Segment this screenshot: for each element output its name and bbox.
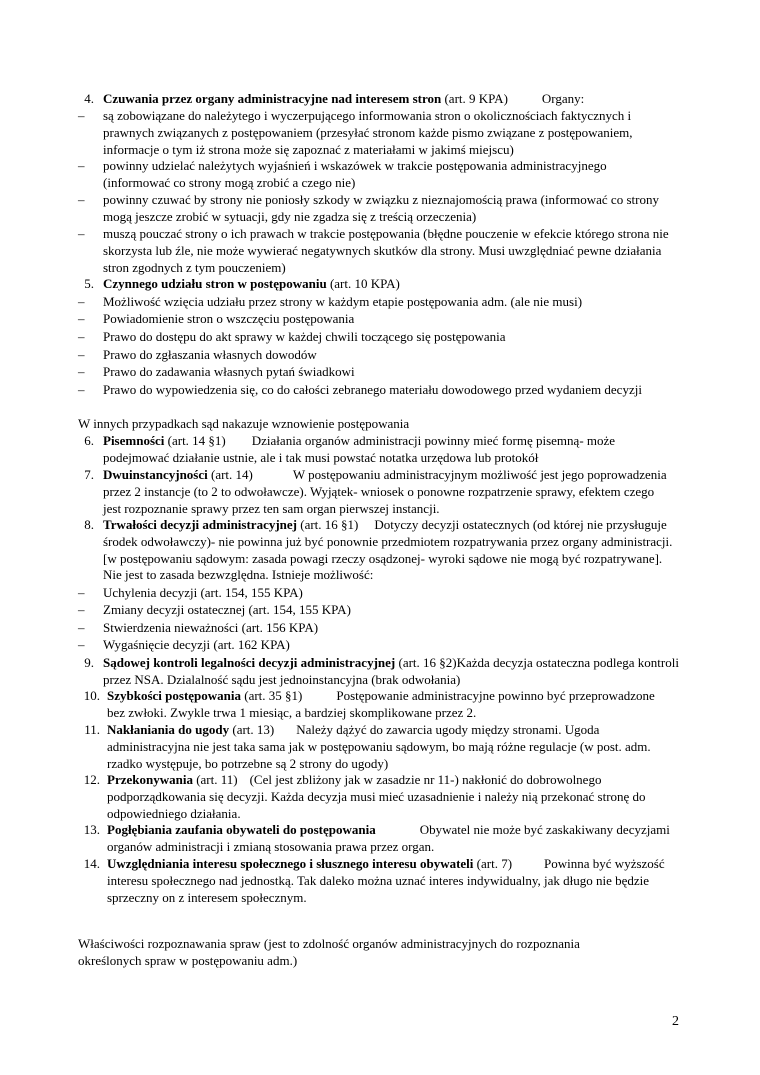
article-ref: (art. 16 §1)	[297, 517, 359, 532]
dash-bullet: –	[78, 364, 85, 379]
principle-title: Dwuinstancyjności	[103, 467, 208, 482]
principle-description: Każda decyzja ostateczna podlega kontroli przez NSA. Dzialalność sądu jest jednoinstancyjna (brak odwołania)	[103, 655, 679, 687]
article-ref: (art. 16 §2)	[395, 655, 457, 670]
dash-bullet: –	[78, 602, 85, 617]
item-number: 5.	[84, 276, 94, 291]
principle-description: Działania organów administracji powinny mieć formę pisemną- może podejmować działanie ustnie, ale i tak musi powstać notatka urzędowa lub protokół	[103, 433, 616, 465]
item-number: 12.	[83, 772, 100, 787]
dash-bullet: –	[78, 620, 85, 635]
principle-title: Przekonywania	[107, 772, 193, 787]
principle-description: Obywatel nie może być zaskakiwany decyzjami organów administracji i zmianą stosowania prawa przez organ.	[107, 822, 670, 854]
principle-description: Dotyczy decyzji ostatecznych (od której nie przysługuje środek odwoławczy)- nie powinna już być ponownie przedmiotem rozpatrywania przez organy administracji. [w postępowaniu sądowym: zasada powagi rzeczy osądzonej- wyroki sądowe nie mogą być rozpatrywane]. Nie jest to zasada bezwzględna. Istnieje możliwość:	[103, 517, 673, 583]
principle-description: Organy:	[541, 91, 585, 106]
principle-title: Pogłębiania zaufania obywateli do postępowania	[107, 822, 376, 837]
principle-title: Czynnego udziału stron w postępowaniu	[103, 276, 327, 291]
principle-title: Uwzględniania interesu społecznego i słusznego interesu obywateli	[107, 856, 474, 871]
item-number: 7.	[84, 467, 94, 482]
item-number: 14.	[83, 856, 100, 871]
item-number: 11.	[84, 722, 100, 737]
principle-description: Powinna być wyższość interesu społecznego nad jednostką. Tak daleko można uznać interes indywidualny, jak długo nie będzie sprzeczny on z interesem społecznym.	[107, 856, 665, 905]
document-page: 4. Czuwania przez organy administracyjne nad interesem stron (art. 9 KPA) Organy: – są zobowiązane do należytego i wyczerpującego informowania stron o okolicznościach faktycznych i prawnych związanych z postępowaniem (przesyłać stronom każde pismo związane z postępowaniem, informacje o tym iż strona może się zapoznać z materiałami w jakimś miejscu) – powinny udzielać należytych wyjaśnień i wskazówek w trakcie postępowania administracyjnego (informować co strony mogą zrobić a czego nie) – powinny czuwać by strony nie poniosły szkody w związku z nieznajomością prawa (informować co strony mogą jeszcze zrobić w sytuacji, gdy nie zgadza się z treścią orzeczenia) – muszą pouczać strony o ich prawach w trakcie postępowania (błędne pouczenie w efekcie którego strona nie skorzysta lub źle, nie może wywierać negatywnych skutków dla strony. Musi uwzględniać pewne działania stron zgodnych z tym pouczeniem) 5. Czynnego udziału stron w postępowaniu (art. 10 KPA) – Możliwość wzięcia udziału przez strony w każdym etapie postępowania adm. (ale nie musi) – Powiadomienie stron o wszczęciu postępowania – Prawo do dostępu do akt sprawy w każdej chwili toczącego się postępowania – Prawo do zgłaszania własnych dowodów – Prawo do zadawania własnych pytań świadkowi – Prawo do wypowiedzenia się, co do całości zebranego materiału dowodowego przed wydaniem decyzji W innych przypadkach sąd nakazuje wznowienie postępowania 6. Pisemności (art. 14 §1) Działania organów administracji powinny mieć formę pisemną- może podejmować działanie ustnie, ale i tak musi powstać notatka urzędowa lub protokół 7. Dwuinstancyjności (art. 14) W postępowaniu administracyjnym możliwość jest jego poprowadzenia przez 2 instancje (to 2 to odwoławcze). Wyjątek- wniosek o ponowne rozpatrzenie sprawy, efektem czego jest rozpoznanie sprawy przez ten sam organ pierwszej instancji. 8. Trwałości decyzji administracyjnej (art. 16 §1) Dotyczy decyzji ostatecznych (od której nie przysługuje środek odwoławczy)- nie powinna już być ponownie przedmiotem rozpatrywania przez organy administracji. [w postępowaniu sądowym: zasada powagi rzeczy osądzonej- wyroki sądowe nie mogą być rozpatrywane]. Nie jest to zasada bezwzględna. Istnieje możliwość: – Uchylenia decyzji (art. 154, 155 KPA) – Zmiany decyzji ostatecznej (art. 154, 155 KPA) – Stwierdzenia nieważności (art. 156 KPA) – Wygaśnięcie decyzji (art. 162 KPA) 9. Sądowej kontroli legalności decyzji administracyjnej (art. 16 §2)Każda decyzja ostateczna podlega kontroli przez NSA. Dzialalność sądu jest jednoinstancyjna (brak odwołania) 10. Szybkości postępowania (art. 35 §1) Postępowanie administracyjne powinno być przeprowadzone bez zwłoki. Zwykle trwa 1 miesiąc, a bardziej skomplikowane przez 2. 11. Nakłaniania do ugody (art. 13) Należy dążyć do zawarcia ugody między stronami. Ugoda administracyjna nie jest taka sama jak w postępowaniu sądowym, bo mają różne regulacje (w post. adm. rzadko występuje, bo potrzebne są 2 strony do ugody) 12. Przekonywania (art. 11) (Cel jest zbliżony jak w zasadzie nr 11-) nakłonić do dobrowolnego podporządkowania się decyzji. Każda decyzja musi mieć uzasadnienie i należy nią przekonać stronę do odpowiedniego działania. 13. Pogłębiania zaufania obywateli do postępowania Obywatel nie może być zaskakiwany decyzjami organów administracji i zmianą stosowania prawa przez organ. 14. Uwzględniania interesu społecznego i słusznego interesu obywateli (art. 7) Powinna być wyższość interesu społecznego nad jednostką. Tak daleko można uznać interes indywidualny, jak długo nie będzie sprzeczny on z interesem społecznym. Właściwości rozpoznawania spraw (jest to zdolność organów administracyjnych do rozpoznania określonych spraw w postępowaniu adm.) 2	[0, 0, 760, 1075]
principle-description: W postępowaniu administracyjnym możliwość jest jego poprowadzenia przez 2 instancje (to 2 to odwoławcze). Wyjątek- wniosek o ponowne rozpatrzenie sprawy, efektem czego jest rozpoznanie sprawy przez ten sam organ pierwszej instancji.	[103, 467, 667, 516]
page-number: 2	[672, 1014, 679, 1029]
principle-title: Szybkości postępowania	[107, 688, 241, 703]
article-ref: (art. 11)	[192, 772, 238, 787]
dash-bullet: –	[78, 382, 85, 397]
principle-description: Należy dążyć do zawarcia ugody między stronami. Ugoda administracyjna nie jest taka sama jak w postępowaniu sądowym, bo mają różne regulacje (w post. adm. rzadko występuje, bo potrzebne są 2 strony do ugody)	[107, 722, 651, 771]
dash-bullet: –	[78, 192, 85, 207]
item-number: 9.	[84, 655, 94, 670]
principle-title: Czuwania przez organy administracyjne nad interesem stron	[103, 91, 442, 106]
item-number: 4.	[84, 91, 94, 106]
dash-bullet: –	[78, 294, 85, 309]
principle-description: (Cel jest zbliżony jak w zasadzie nr 11-) nakłonić do dobrowolnego podporządkowania się decyzji. Każda decyzja musi mieć uzasadnienie i należy nią przekonać stronę do odpowiedniego działania.	[107, 772, 646, 821]
item-number: 10.	[83, 688, 100, 703]
article-ref: (art. 7)	[473, 856, 513, 871]
article-ref: (art. 14 §1)	[164, 433, 226, 448]
item-number: 8.	[84, 517, 94, 532]
item-number: 13.	[83, 822, 100, 837]
dash-bullet: –	[78, 158, 85, 173]
article-ref: (art. 35 §1)	[241, 688, 303, 703]
dash-bullet: –	[78, 347, 85, 362]
dash-bullet: –	[78, 585, 85, 600]
principle-description: Postępowanie administracyjne powinno być przeprowadzone bez zwłoki. Zwykle trwa 1 miesiąc, a bardziej skomplikowane przez 2.	[107, 688, 655, 720]
principle-title: Trwałości decyzji administracyjnej	[103, 517, 297, 532]
dash-bullet: –	[78, 637, 85, 652]
article-ref: (art. 13)	[229, 722, 275, 737]
dash-bullet: –	[78, 108, 85, 123]
article-ref: (art. 10 KPA)	[326, 276, 400, 291]
principle-title: Nakłaniania do ugody	[107, 722, 230, 737]
dash-bullet: –	[78, 329, 85, 344]
article-ref: (art. 9 KPA)	[441, 91, 508, 106]
dash-bullet: –	[78, 226, 85, 241]
article-ref: (art. 14)	[207, 467, 253, 482]
principle-title: Pisemności	[103, 433, 165, 448]
dash-bullet: –	[78, 311, 85, 326]
item-number: 6.	[84, 433, 94, 448]
principle-title: Sądowej kontroli legalności decyzji administracyjnej	[103, 655, 396, 670]
